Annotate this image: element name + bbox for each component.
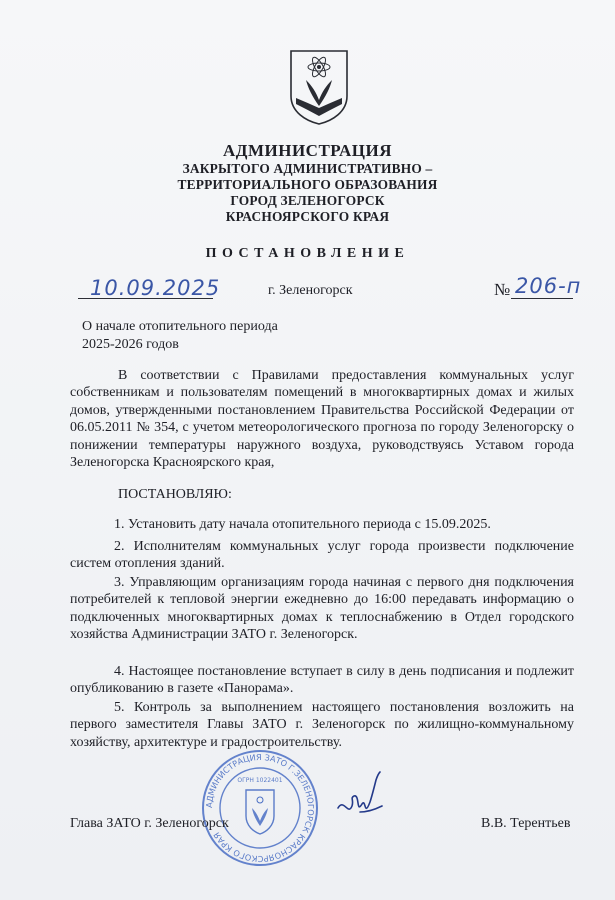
org-subtitle-line-1: ЗАКРЫТОГО АДМИНИСТРАТИВНО –	[182, 161, 433, 176]
org-subtitle-line-3: ГОРОД ЗЕЛЕНОГОРСК	[230, 193, 385, 208]
stamp-ogrn: ОГРН 1022401	[237, 777, 283, 784]
clause-5: 5. Контроль за выполнением настоящего постановления возложить на первого заместителя Главы ЗАТО г. Зеленогорск по жилищно-коммунальному хозяйству, архитектуре и градостроительству.	[70, 700, 574, 750]
clause-3: 3. Управляющим организациям города начиная с первого дня подключения потребителей к тепловой энергии ежедневно до 16:00 передавать информацию о подключенных многоквартирных домах к теплоснабжению в Отдел городского хозяйства Администрации ЗАТО г. Зеленогорск.	[70, 575, 574, 643]
subject-line-2: 2025-2026 годов	[82, 337, 179, 352]
stamp-ring-text: АДМИНИСТРАЦИЯ ЗАТО Г.ЗЕЛЕНОГОРСК КРАСНОЯРСКОГО КРАЯ	[203, 751, 317, 865]
coat-of-arms-emblem	[288, 48, 350, 126]
org-subtitle-line-4: КРАСНОЯРСКОГО КРАЯ	[225, 209, 390, 224]
clause-1: 1. Установить дату начала отопительного периода с 15.09.2025.	[114, 517, 491, 532]
document-type-title: ПОСТАНОВЛЕНИЕ	[205, 246, 410, 261]
clause-2: 2. Исполнителям коммунальных услуг города произвести подключение систем отопления зданий.	[70, 539, 574, 572]
handwritten-signature	[330, 768, 390, 838]
decree-number: 206-п	[515, 274, 582, 298]
date-underline	[78, 298, 213, 299]
subject-line-1: О начале отопительного периода	[82, 319, 278, 334]
org-title: АДМИНИСТРАЦИЯ	[222, 141, 392, 160]
intro-paragraph: В соответствии с Правилами предоставления коммунальных услуг собственникам и пользователям помещений в многоквартирных домах и жилых домов, утвержденными постановлением Правительства Российской Федерации от 06.05.2011 № 354, с учетом метеорологического прогноза по городу Зеленогорску о понижении температуры наружного воздуха, руководствуясь Уставом города Зеленогорска Красноярского края,	[70, 368, 574, 471]
decree-word: ПОСТАНОВЛЯЮ:	[118, 487, 232, 502]
clause-4: 4. Настоящее постановление вступает в силу в день подписания и подлежит опубликованию в газете «Панорама».	[70, 664, 574, 697]
number-label: №	[494, 280, 511, 299]
signatory-title: Глава ЗАТО г. Зеленогорск	[70, 816, 229, 831]
svg-text:АДМИНИСТРАЦИЯ ЗАТО Г.ЗЕЛЕНОГОР	[204, 752, 316, 864]
signatory-name: В.В. Терентьев	[481, 816, 571, 831]
official-stamp	[200, 748, 320, 868]
org-subtitle-line-2: ТЕРРИТОРИАЛЬНОГО ОБРАЗОВАНИЯ	[177, 177, 438, 192]
decree-city: г. Зеленогорск	[268, 283, 353, 298]
decree-date: 10.09.2025	[90, 276, 221, 300]
number-underline	[511, 298, 573, 299]
